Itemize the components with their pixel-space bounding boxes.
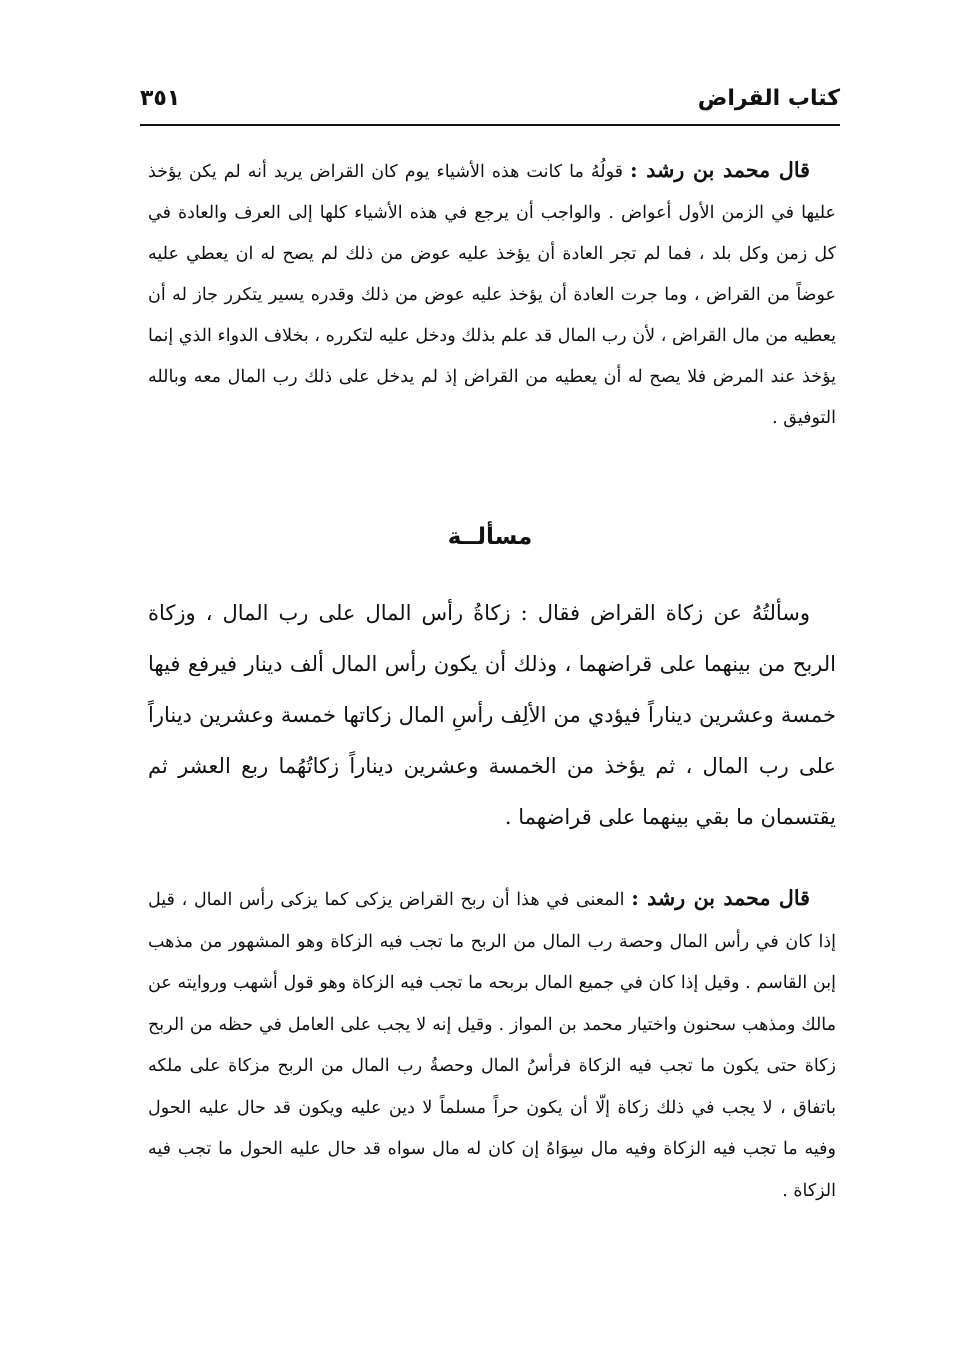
- section-heading: مسألــة: [447, 524, 533, 550]
- speaker-label: قال محمد بن رشد :: [630, 158, 810, 182]
- paragraph-text: المعنى في هذا أن ربح القراض يزكى كما يزكى رأس المال ، قيل إذا كان في رأس المال وحصة رب المال من الربح ما تجب فيه الزكاة وهو المشهور من مذهب إبن القاسم . وقيل إذا كان في جميع المال بربحه ما تجب فيه الزكاة وهو قول أشهب وروايته عن مالك ومذهب سحنون واختيار محمد بن المواز . وقيل إنه لا يجب على العامل في حظه من الربح زكاة حتى يكون ما تجب فيه الزكاة فرأسُ المال وحصةُ رب المال من الربح مزكاة على ملكه باتفاق ، لا يجب في ذلك زكاة إلّا أن يكون حراً مسلماً لا دين عليه ويكون قد حال عليه الحول وفيه ما تجب فيه الزكاة وفيه مال سِوَاهُ إن كان له مال سواه قد حال عليه الحول ما تجب فيه الزكاة .: [148, 890, 836, 1201]
- header-rule: [140, 124, 840, 126]
- paragraph-text: وسألتُهُ عن زكاة القراض فقال : زكاةُ رأس المال على رب المال ، وزكاة الربح من بينهما على قراضهما ، وذلك أن يكون رأس المال ألف دينار فيرفع فيها خمسة وعشرين ديناراً فيؤدي من الألِف رأسِ المال زكاتها خمسة وعشرين ديناراً على رب المال ، ثم يؤخذ من الخمسة وعشرين ديناراً زكاتُهُما ربع العشر ثم يقتسمان ما بقي بينهما على قراضهما .: [148, 601, 837, 829]
- question-paragraph: [148, 588, 836, 843]
- commentary-paragraph-1: [148, 150, 836, 439]
- page-header: [140, 82, 840, 122]
- page-number: ٣٥١: [140, 86, 181, 111]
- running-title: كتاب القراض: [697, 86, 840, 111]
- speaker-label: قال محمد بن رشد :: [631, 886, 810, 910]
- paragraph-text: قولُهُ ما كانت هذه الأشياء يوم كان القراض يريد أنه لم يكن يؤخذ عليها في الزمن الأول أعواض . والواجب أن يرجع في هذه الأشياء كلها إلى العرف والعادة في كل زمن وكل بلد ، فما لم تجر العادة أن يؤخذ عليه عوض من ذلك لم يصح له ان يعطي عليه عوضاً من القراض ، وما جرت العادة أن يؤخذ عليه عوض من ذلك وقدره يسير يتكرر جاز له أن يعطيه من مال القراض ، لأن رب المال قد علم بذلك ودخل عليه لتكرره ، بخلاف الدواء الذي إنما يؤخذ عند المرض فلا يصح له أن يعطيه من القراض إذ لم يدخل على ذلك رب المال معه وبالله التوفيق .: [148, 162, 836, 428]
- commentary-paragraph-2: [148, 878, 836, 1212]
